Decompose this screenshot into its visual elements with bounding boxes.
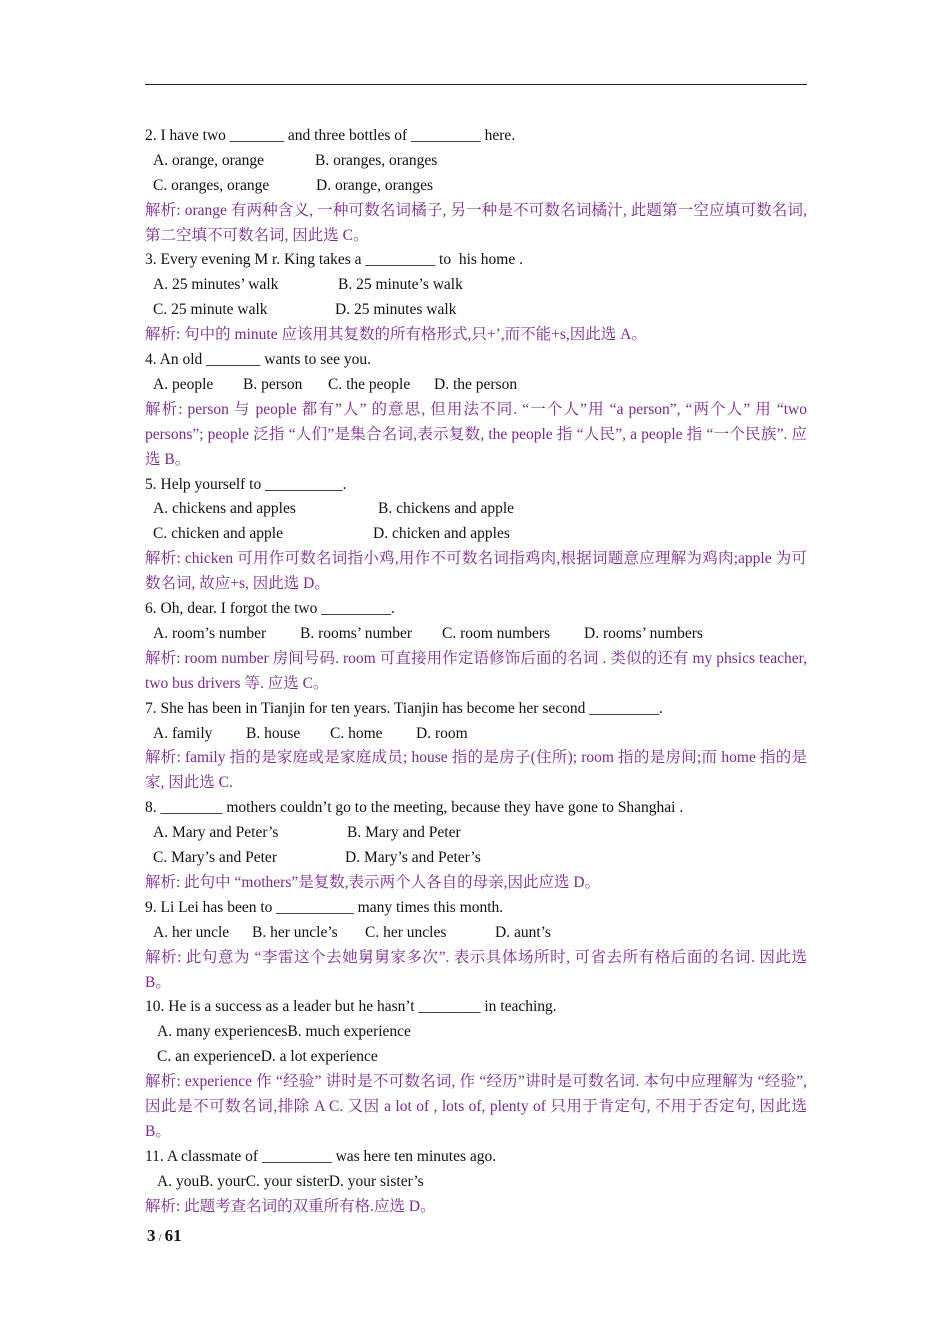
explanation: 解析: room number 房间号码. room 可直接用作定语修饰后面的名词 . 类似的还有 my phsics teacher, two bus drivers 等. 应选 C。 <box>145 649 807 692</box>
explanation: 解析: experience 作 “经验” 讲时是不可数名词, 作 “经历”讲时是可数名词. 本句中应理解为 “经验”,因此是不可数名词,排除 A C. 又因 a lot of , lots of, plenty of 只用于肯定句, 不用于否定句, 因此选 B。 <box>145 1073 807 1140</box>
option-row <box>145 921 807 946</box>
explanation: 解析: 句中的 minute 应该用其复数的所有格形式,只+’,而不能+s,因此选 A。 <box>145 326 647 344</box>
option: B. house <box>246 724 301 742</box>
option: B. your <box>199 1172 246 1190</box>
option-row <box>145 821 807 846</box>
question-stem: 9. Li Lei has been to __________ many times this month. <box>145 898 504 916</box>
option: C. an experience <box>157 1048 261 1066</box>
page-separator: / <box>158 1232 162 1244</box>
explanation: 解析: 此题考查名词的双重所有格.应选 D。 <box>145 1197 436 1215</box>
option-row <box>145 1020 807 1045</box>
explanation: 解析: orange 有两种含义, 一种可数名词橘子, 另一种是不可数名词橘汁, 此题第一空应填可数名词, 第二空填不可数名词, 因此选 C。 <box>145 201 807 244</box>
explanation: 解析: family 指的是家庭或是家庭成员; house 指的是房子(住所); room 指的是房间;而 home 指的是家, 因此选 C. <box>145 749 807 792</box>
option: D. room <box>416 724 468 742</box>
option-row <box>145 722 807 747</box>
option: A. Mary and Peter’s <box>153 824 279 842</box>
page-number <box>147 1226 182 1246</box>
option: D. rooms’ numbers <box>584 624 703 642</box>
explanation: 解析: 此句意为 “李雷这个去她舅舅家多次”. 表示具体场所时, 可省去所有格后面的名词. 因此选 B。 <box>145 948 807 991</box>
option: D. Mary’s and Peter’s <box>345 849 481 867</box>
option: A. orange, orange <box>153 151 265 169</box>
option: D. orange, oranges <box>316 176 434 194</box>
option: A. room’s number <box>153 624 267 642</box>
option: D. the person <box>434 375 518 393</box>
question-stem: 5. Help yourself to __________. <box>145 475 347 493</box>
option: D. 25 minutes walk <box>335 301 457 319</box>
option: B. chickens and apple <box>378 500 515 518</box>
option: C. 25 minute walk <box>153 301 268 319</box>
option-row <box>145 846 807 871</box>
option: B. 25 minute’s walk <box>338 276 463 294</box>
option: C. your sister <box>245 1172 329 1190</box>
option: C. her uncles <box>365 923 447 941</box>
option: A. many experiences <box>157 1023 288 1041</box>
option: D. your sister’s <box>328 1172 424 1190</box>
option-row <box>145 522 807 547</box>
option-row <box>145 1045 807 1070</box>
option: B. rooms’ number <box>300 624 413 642</box>
option-row <box>145 273 807 298</box>
option: A. family <box>153 724 213 742</box>
option: B. person <box>243 375 303 393</box>
question-stem: 2. I have two _______ and three bottles of _________ here. <box>145 127 516 144</box>
explanation: 解析: 此句中 “mothers”是复数,表示两个人各自的母亲,因此应选 D。 <box>145 873 601 891</box>
option: A. her uncle <box>153 923 230 941</box>
page-total: 61 <box>164 1226 182 1245</box>
option: A. people <box>153 375 214 393</box>
option: C. the people <box>328 375 411 393</box>
question-stem: 10. He is a success as a leader but he hasn’t ________ in teaching. <box>145 998 557 1016</box>
option: B. oranges, oranges <box>315 151 438 169</box>
question-stem: 8. ________ mothers couldn’t go to the meeting, because they have gone to Shanghai . <box>145 799 684 817</box>
option: C. Mary’s and Peter <box>153 849 277 867</box>
question-stem: 6. Oh, dear. I forgot the two _________. <box>145 600 395 618</box>
question-stem: 3. Every evening M r. King takes a _________ to his home . <box>145 251 523 269</box>
question-stem: 7. She has been in Tianjin for ten years. Tianjin has become her second _________. <box>145 699 663 717</box>
option-row <box>145 373 807 398</box>
option-row <box>145 149 807 174</box>
option-row <box>145 497 807 522</box>
option: A. chickens and apples <box>153 500 296 518</box>
option-row <box>145 1170 807 1195</box>
option-row <box>145 174 807 199</box>
option: C. chicken and apple <box>153 525 283 543</box>
question-list <box>145 124 807 1219</box>
option: C. home <box>330 724 383 742</box>
option: A. 25 minutes’ walk <box>153 276 279 294</box>
option: B. her uncle’s <box>252 923 338 941</box>
option: B. Mary and Peter <box>347 824 461 842</box>
explanation: 解析: chicken 可用作可数名词指小鸡,用作不可数名词指鸡肉,根据词题意应理解为鸡肉;apple 为可数名词, 故应+s, 因此选 D。 <box>145 550 807 593</box>
option-row <box>145 298 807 323</box>
option: D. chicken and apples <box>373 525 510 543</box>
explanation: 解析: person 与 people 都有”人” 的意思, 但用法不同. “一个人”用 “a person”, “两个人” 用 “two persons”; people 泛指 “人们”是集合名词,表示复数, the people 指 “人民”, a people 指 “一个民族”. 应选 B。 <box>145 400 807 468</box>
header-rule <box>145 84 807 85</box>
option: C. room numbers <box>442 624 551 642</box>
option: A. you <box>157 1172 200 1190</box>
option: D. aunt’s <box>495 923 551 941</box>
question-stem: 11. A classmate of _________ was here ten minutes ago. <box>145 1147 497 1165</box>
option-row <box>145 622 807 647</box>
page-current: 3 <box>147 1226 156 1245</box>
option: D. a lot experience <box>260 1048 378 1066</box>
option: B. much experience <box>287 1023 411 1041</box>
question-stem: 4. An old _______ wants to see you. <box>145 351 372 369</box>
option: C. oranges, orange <box>153 176 270 194</box>
